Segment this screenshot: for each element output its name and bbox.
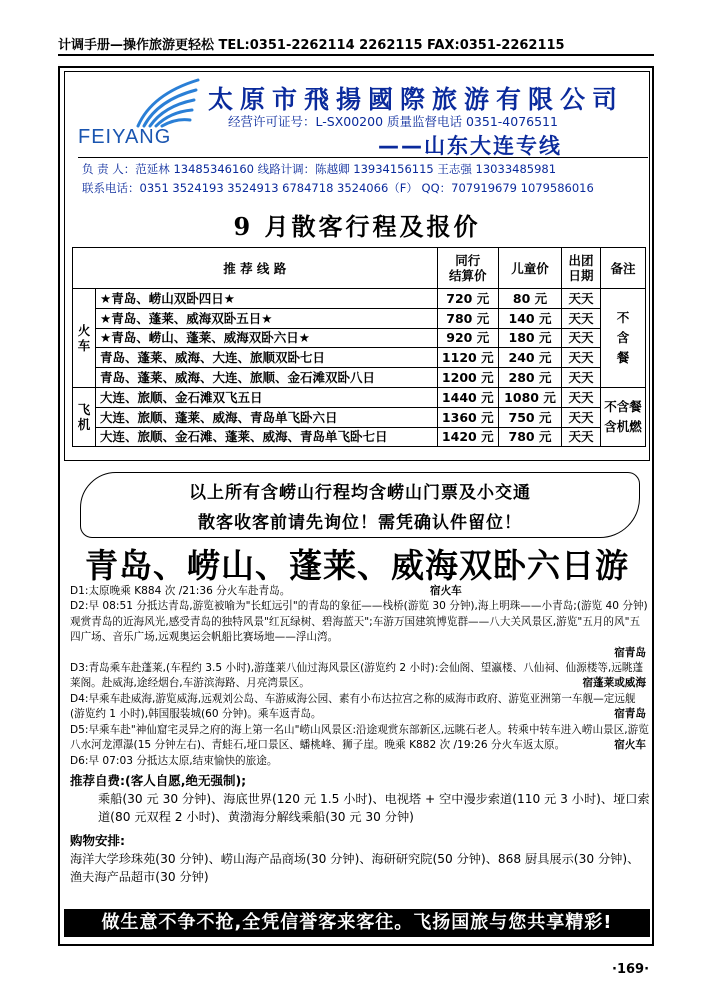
day-text: D4:早乘车赴威海,游览威海,远观刘公岛、车游威海公园、素有小布达拉宫之称的威海市政府、游览亚洲第一车舰—定远舰(游览约 1 小时),韩国服装城(60 分钟)。乘车返青岛。 [70, 692, 636, 721]
th-depart: 出团 日期 [562, 248, 601, 289]
th-note: 备注 [601, 248, 646, 289]
shopping-body: 海洋大学珍珠苑(30 分钟)、崂山海产品商场(30 分钟)、海研研究院(50 分钟)、868 厨具展示(30 分钟)、渔夫海产品超市(30 分钟) [70, 851, 640, 884]
route-cell: 青岛、蓬莱、威海、大连、旅顺双卧七日 [96, 348, 438, 368]
table-row [73, 427, 646, 447]
child-price: 80 元 [499, 289, 562, 309]
adult-price: 1420 元 [437, 427, 498, 447]
adult-price: 1120 元 [437, 348, 498, 368]
route-cell: ★青岛、崂山、蓬莱、威海双卧六日★ [96, 328, 438, 348]
adult-price: 1200 元 [437, 368, 498, 388]
th-child: 儿童价 [499, 248, 562, 289]
itinerary-day [70, 723, 650, 754]
table-row [73, 289, 646, 309]
itinerary-day [70, 754, 650, 769]
depart-cell: 天天 [562, 308, 601, 328]
day-text: D2:早 08:51 分抵达青岛,游览被喻为"长虹远引"的青岛的象征——栈桥(游览 30 分钟),海上明珠——小青岛;(游览 40 分钟) 观赏青岛的近海风光,感受青岛的独特风景"红瓦绿树、碧海蓝天";车游万国建筑博览群——八大关风景区,游览"五月的风"五四广场、音乐广场,远观奥运会帆船比赛场地——浮山湾。 [70, 600, 648, 644]
note-plane: 不含餐 含机燃 [601, 387, 646, 446]
slogan-banner: 做生意不争不抢,全凭信誉客来客往。飞扬国旅与您共享精彩! [64, 909, 650, 937]
route-cell: 大连、旅顺、金石滩双飞五日 [96, 387, 438, 407]
day-stay: 宿青岛 [614, 708, 646, 721]
table-row [73, 348, 646, 368]
child-price: 780 元 [499, 427, 562, 447]
itinerary [70, 584, 650, 886]
child-price: 240 元 [499, 348, 562, 368]
adult-price: 780 元 [437, 308, 498, 328]
child-price: 140 元 [499, 308, 562, 328]
note-train: 不 含 餐 [601, 289, 646, 388]
child-price: 1080 元 [499, 387, 562, 407]
tour-title: 青岛、崂山、蓬莱、威海双卧六日游 [85, 546, 629, 585]
depart-cell: 天天 [562, 348, 601, 368]
optional-title: 推荐自费:(客人自愿,绝无强制); [70, 772, 247, 788]
page-header: 计调手册—操作旅游更轻松 TEL:0351-2262114 2262115 FAX:0351-2262115 [58, 38, 565, 53]
page-title: 9 月散客行程及报价 [233, 212, 481, 241]
depart-cell: 天天 [562, 407, 601, 427]
line-name: ——山东大连专线 [378, 134, 562, 158]
day-text: D3:青岛乘车赴蓬莱,(车程约 3.5 小时),游蓬莱八仙过海风景区(游览约 2 小时):会仙阁、望瀛楼、八仙祠、仙源楼等,远眺蓬莱阁。赴威海,途经烟台,车游滨海路、月亮湾景区。 [70, 662, 644, 690]
itinerary-day [70, 599, 650, 661]
th-adult: 同行 结算价 [437, 248, 498, 289]
itinerary-day [70, 661, 650, 692]
header-rule [58, 54, 654, 56]
table-row [73, 387, 646, 407]
day-text: D5:早乘车赴"神仙窟宅灵异之府的海上第一名山"崂山风景区:沿途观赏东部新区,远眺石老人。转乘中转车进入崂山景区,游览八水河龙潭瀑(15 分钟左右)、青蛙石,垭口景区、蟠桃峰、狮子崖。晚乘 K882 次 /19:26 分火车返太原。 [70, 723, 649, 752]
price-table [72, 247, 646, 447]
route-cell: 青岛、蓬莱、威海、大连、旅顺、金石滩双卧八日 [96, 368, 438, 388]
page-number: ·169· [612, 962, 650, 977]
shopping-title: 购物安排: [70, 832, 125, 848]
day-stay: 宿火车 [614, 739, 646, 752]
adult-price: 920 元 [437, 328, 498, 348]
table-row [73, 368, 646, 388]
route-cell: 大连、旅顺、蓬莱、威海、青岛单飞卧六日 [96, 407, 438, 427]
day-text: D1:太原晚乘 K884 次 /21:36 分火车赴青岛。 [70, 585, 291, 597]
route-cell: 大连、旅顺、金石滩、蓬莱、威海、青岛单飞卧七日 [96, 427, 438, 447]
contact-line-1: 负 责 人：范延林 13485346160 线路计调：陈越卿 13934156115 王志强 13033485981 [82, 162, 557, 176]
depart-cell: 天天 [562, 427, 601, 447]
contact-line-2: 联系电话：0351 3524193 3524913 6784718 3524066（F） QQ：707919679 1079586016 [82, 181, 594, 195]
day-stay: 宿火车 [430, 585, 462, 597]
child-price: 280 元 [499, 368, 562, 388]
depart-cell: 天天 [562, 328, 601, 348]
day-stay: 宿青岛 [614, 646, 646, 659]
itinerary-day [70, 584, 650, 599]
child-price: 180 元 [499, 328, 562, 348]
feiyang-wing-logo [132, 76, 202, 128]
table-header-row [73, 248, 646, 289]
adult-price: 720 元 [437, 289, 498, 309]
notice-line-2: 散客收客前请先询位！需凭确认件留位！ [198, 513, 522, 533]
adult-price: 1440 元 [437, 387, 498, 407]
table-row [73, 407, 646, 427]
day-stay: 宿蓬莱或威海 [582, 677, 646, 690]
company-license: 经营许可证号：L-SX00200 质量监督电话 0351-4076511 [228, 114, 558, 129]
depart-cell: 天天 [562, 368, 601, 388]
day-text: D6:早 07:03 分抵达太原,结束愉快的旅途。 [70, 754, 278, 767]
th-route: 推 荐 线 路 [73, 248, 438, 289]
category-train: 火 车 [73, 289, 96, 388]
depart-cell: 天天 [562, 289, 601, 309]
category-plane: 飞 机 [73, 387, 96, 446]
route-cell: ★青岛、崂山双卧四日★ [96, 289, 438, 309]
notice-line-1: 以上所有含崂山行程均含崂山门票及小交通 [189, 483, 531, 503]
itinerary-day [70, 692, 650, 723]
optional-body: 乘船(30 元 30 分钟)、海底世界(120 元 1.5 小时)、电视塔 + 空中漫步索道(110 元 3 小时)、垭口索道(80 元双程 2 小时)、黄渤海分解线乘船(30 元 30 分钟) [98, 791, 650, 824]
table-row [73, 308, 646, 328]
table-row [73, 328, 646, 348]
depart-cell: 天天 [562, 387, 601, 407]
child-price: 750 元 [499, 407, 562, 427]
company-name: 太原市飛揚國際旅游有限公司 [208, 85, 625, 114]
route-cell: ★青岛、蓬莱、威海双卧五日★ [96, 308, 438, 328]
adult-price: 1360 元 [437, 407, 498, 427]
logo-wordmark: FEIYANG [78, 126, 172, 148]
